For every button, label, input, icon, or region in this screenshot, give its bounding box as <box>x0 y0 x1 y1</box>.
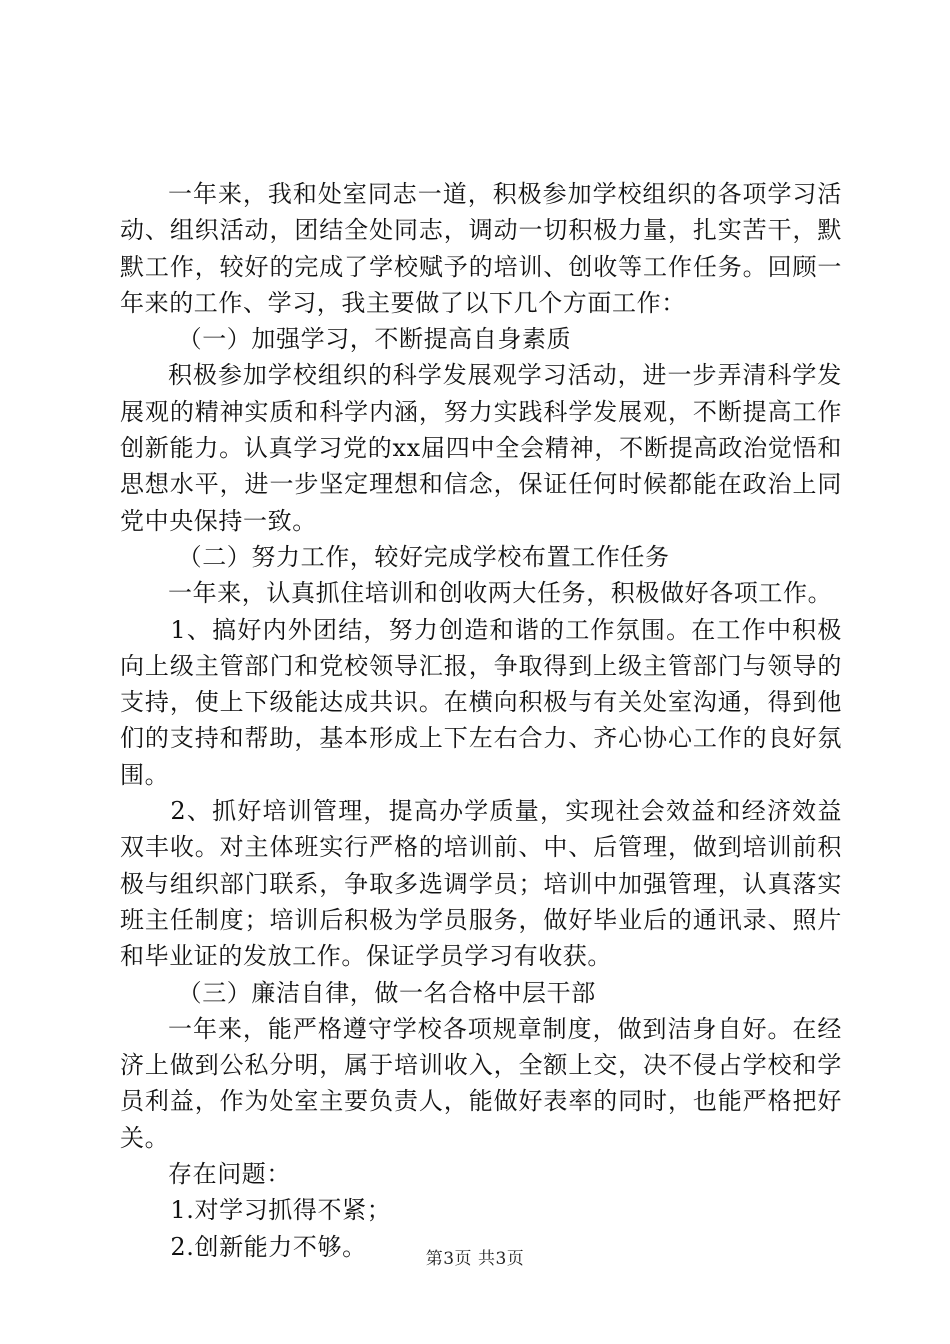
problem-item-1: 1.对学习抓得不紧； <box>170 1196 392 1225</box>
section-heading-1: （一）加强学习，不断提高自身素质 <box>177 325 572 354</box>
document-body <box>120 176 842 1265</box>
problems-heading: 存在问题： <box>168 1160 291 1189</box>
section-3-paragraph: 一年来，能严格遵守学校各项规章制度，做到洁身自好。在经济上做到公私分明，属于培训收入，全额上交，决不侵占学校和学员利益，作为处室主要负责人，能做好表率的同时，也能严格把好关。 <box>120 1014 842 1152</box>
page-number-footer: 第3页 共3页 <box>425 1249 525 1269</box>
section-2-item-1: 1、搞好内外团结，努力创造和谐的工作氛围。在工作中积极向上级主管部门和党校领导汇报，争取得到上级主管部门与领导的支持，使上下级能达成共识。在横向积极与有关处室沟通，得到他们的支持和帮助，基本形成上下左右合力、齐心协心工作的良好氛围。 <box>120 615 842 789</box>
section-2-intro-paragraph: 一年来，认真抓住培训和创收两大任务，积极做好各项工作。 <box>168 579 833 608</box>
section-heading-3: （三）廉洁自律，做一名合格中层干部 <box>177 978 596 1007</box>
section-2-item-2: 2、抓好培训管理，提高办学质量，实现社会效益和经济效益双丰收。对主体班实行严格的培训前、中、后管理，做到培训前积极与组织部门联系，争取多选调学员；培训中加强管理，认真落实班主任制度；培训后积极为学员服务，做好毕业后的通讯录、照片和毕业证的发放工作。保证学员学习有收获。 <box>120 797 842 971</box>
problem-item-2: 2.创新能力不够。 <box>170 1232 367 1261</box>
section-heading-2: （二）努力工作，较好完成学校布置工作任务 <box>177 542 670 571</box>
intro-paragraph: 一年来，我和处室同志一道，积极参加学校组织的各项学习活动、组织活动，团结全处同志，调动一切积极力量，扎实苦干，默默工作，较好的完成了学校赋予的培训、创收等工作任务。回顾一年来的工作、学习，我主要做了以下几个方面工作： <box>120 180 842 317</box>
section-1-paragraph: 积极参加学校组织的科学发展观学习活动，进一步弄清科学发展观的精神实质和科学内涵，努力实践科学发展观，不断提高工作创新能力。认真学习党的xx届四中全会精神，不断提高政治觉悟和思想水平，进一步坚定理想和信念，保证任何时候都能在政治上同党中央保持一致。 <box>120 361 842 535</box>
